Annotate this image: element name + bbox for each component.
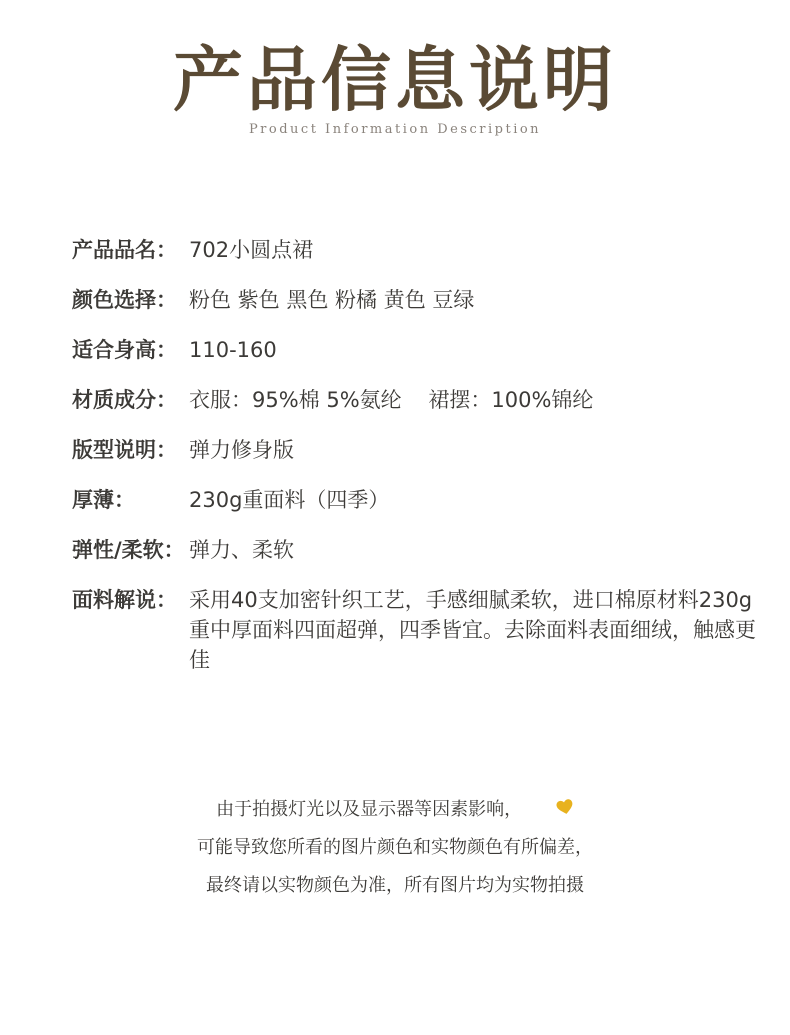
info-label: 材质成分： bbox=[72, 388, 177, 412]
disclaimer-line-3: 最终请以实物颜色为准，所有图片均为实物拍摄 bbox=[206, 875, 584, 896]
heart-icon bbox=[556, 795, 574, 825]
info-label: 产品品名： bbox=[72, 238, 177, 262]
info-label: 面料解说： bbox=[72, 588, 177, 612]
disclaimer-line-2: 可能导致您所看的图片颜色和实物颜色有所偏差， bbox=[197, 837, 593, 858]
info-label: 颜色选择： bbox=[72, 288, 177, 312]
info-row-product-name bbox=[72, 235, 762, 265]
disclaimer-line-1 bbox=[0, 795, 790, 833]
info-value: 衣服：95%棉 5%氨纶 裙摆：100%锦纶 bbox=[189, 388, 594, 412]
info-row-thickness bbox=[72, 485, 762, 515]
info-row-fabric-description bbox=[72, 585, 762, 675]
info-label: 版型说明： bbox=[72, 438, 177, 462]
product-info-list bbox=[72, 235, 762, 695]
info-label: 适合身高： bbox=[72, 338, 177, 362]
info-value: 230g重面料（四季） bbox=[189, 488, 390, 512]
info-row-colors bbox=[72, 285, 762, 315]
info-row-height bbox=[72, 335, 762, 365]
info-value: 702小圆点裙 bbox=[189, 238, 314, 262]
info-row-material bbox=[72, 385, 762, 415]
page-subtitle: Product Information Description bbox=[248, 122, 542, 137]
info-value: 弹力、柔软 bbox=[189, 538, 294, 562]
info-label: 弹性/柔软： bbox=[72, 538, 185, 562]
color-disclaimer bbox=[0, 795, 790, 909]
info-row-elasticity bbox=[72, 535, 762, 565]
info-label: 厚薄： bbox=[72, 488, 135, 512]
page-title: 产品信息说明 bbox=[173, 39, 617, 121]
info-value: 采用40支加密针织工艺，手感细腻柔软，进口棉原材料230g重中厚面料四面超弹，四季皆宜。去除面料表面细绒，触感更佳 bbox=[189, 588, 756, 672]
disclaimer-text: 由于拍摄灯光以及显示器等因素影响， bbox=[216, 799, 523, 820]
info-value: 粉色 紫色 黑色 粉橘 黄色 豆绿 bbox=[189, 288, 475, 312]
info-value: 110-160 bbox=[189, 338, 277, 362]
info-row-fit bbox=[72, 435, 762, 465]
info-value: 弹力修身版 bbox=[189, 438, 294, 462]
